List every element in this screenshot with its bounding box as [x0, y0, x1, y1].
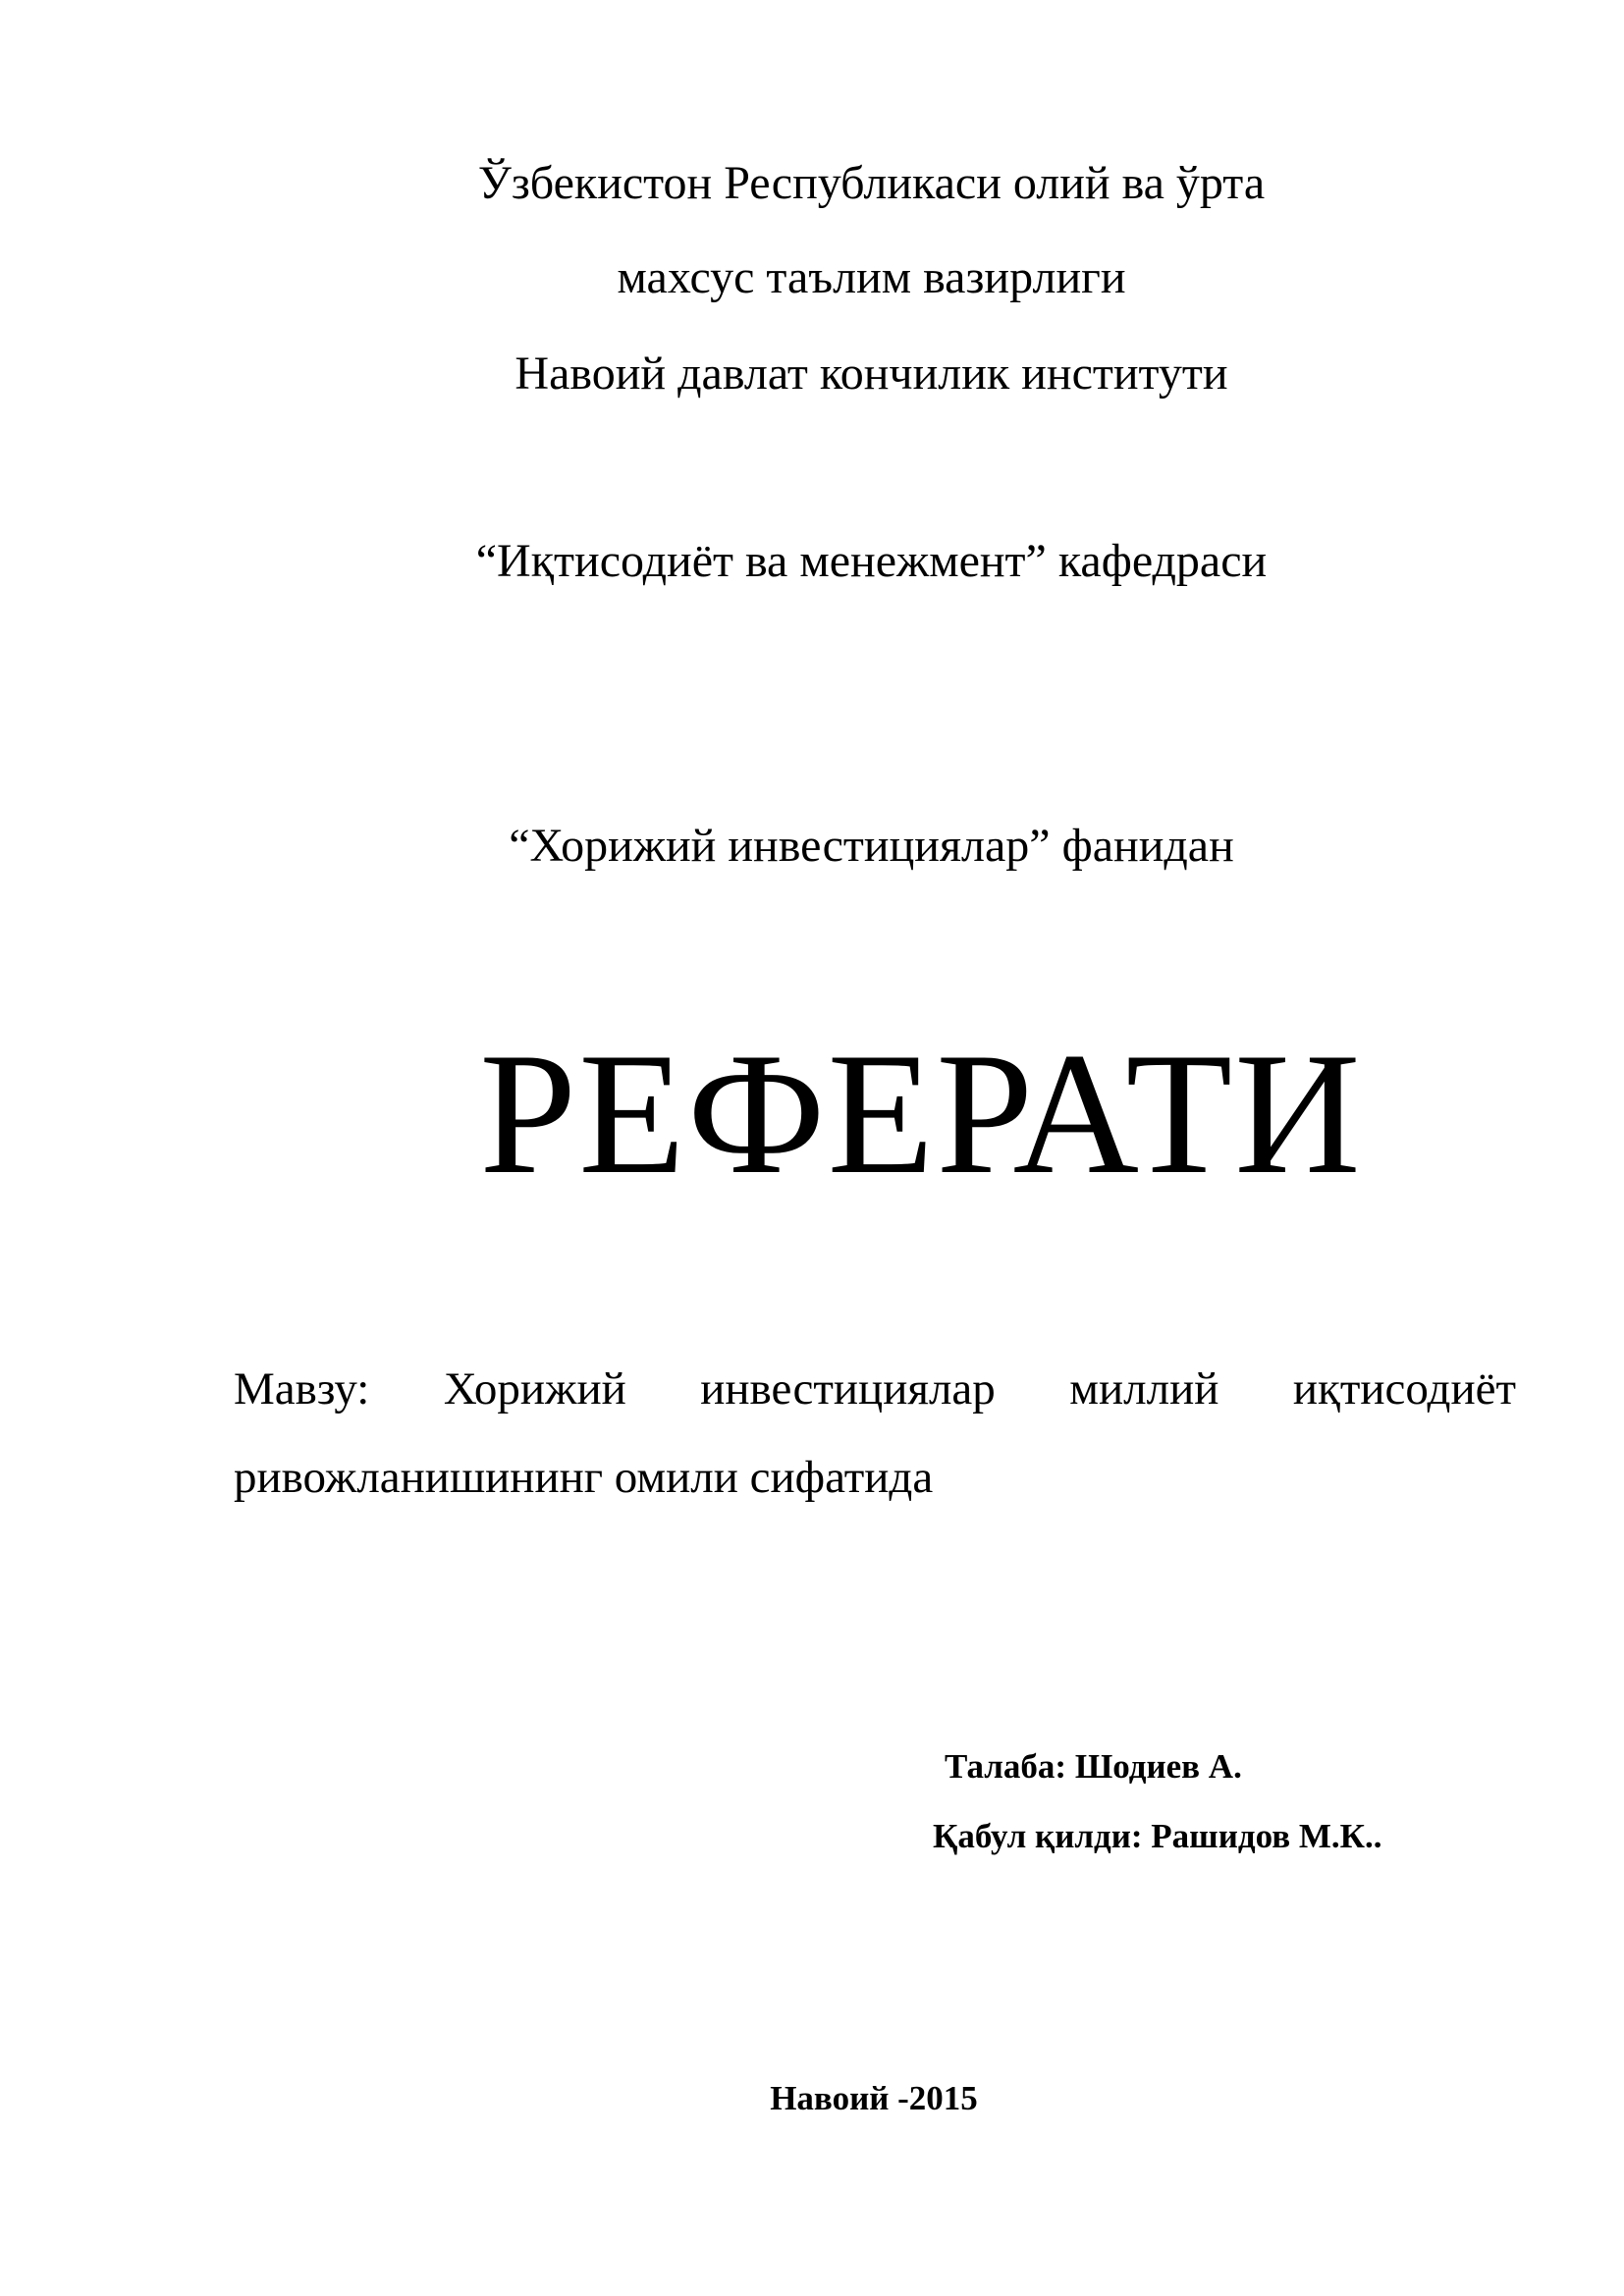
- ministry-line-1: Ўзбекистон Республикаси олий ва ўрта: [477, 157, 1266, 209]
- ministry-line-2: махсус таълим вазирлиги: [617, 251, 1126, 303]
- document-title: РЕФЕРАТИ: [479, 1016, 1363, 1210]
- topic-label: Мавзу:: [234, 1363, 370, 1415]
- department-name: “Иқтисодиёт ва менежмент” кафедраси: [475, 535, 1268, 587]
- subject-line: “Хорижий инвестициялар” фанидан: [509, 820, 1234, 872]
- city-year: Навоий -2015: [770, 2079, 978, 2117]
- topic-text: Хорижий инвестициялар миллий иқтисодиёт ривожланишининг омили сифатида: [234, 1363, 1517, 1503]
- institute-name: Навоий давлат кончилик институти: [514, 347, 1228, 400]
- topic-paragraph: [234, 1345, 1516, 1522]
- student-signature: Талаба: Шодиев А.: [945, 1747, 1242, 1786]
- accepted-by-signature: Қабул қилди: Рашидов М.К..: [933, 1817, 1382, 1855]
